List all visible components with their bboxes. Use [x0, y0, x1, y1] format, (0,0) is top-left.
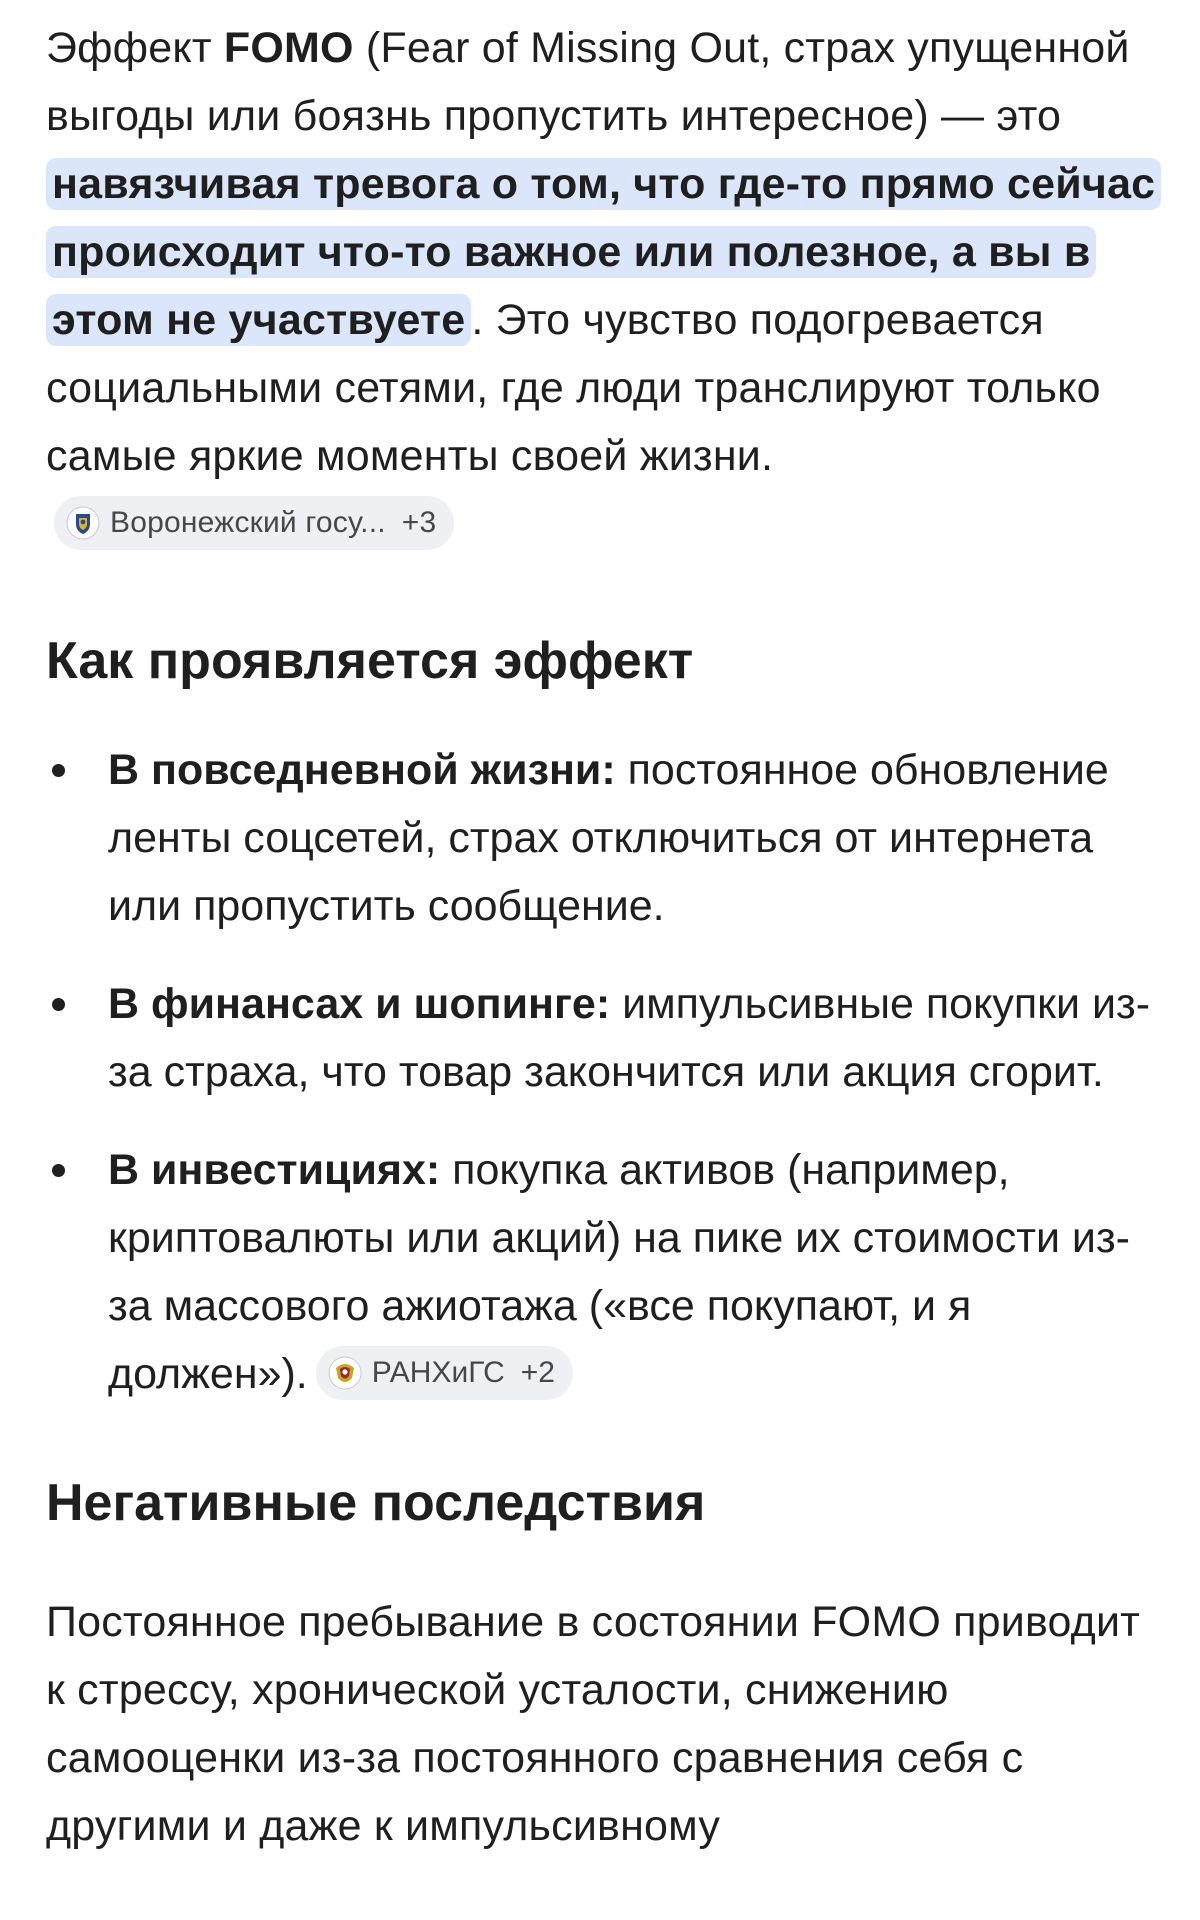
- bottom-fade: [0, 1850, 1200, 1920]
- list-item-text: покупка активов (например, криптовалюты или акций) на пике их стоимости из-за массового ажиотажа («все покупают, и я должен»).: [108, 1146, 1130, 1398]
- list-item-text: постоянное обновление ленты соцсетей, страх отключиться от интернета или пропустить сообщение.: [108, 746, 1109, 930]
- list-item: [46, 736, 1156, 940]
- highlighted-definition[interactable]: навязчивая тревога о том, что где-то прямо сейчас происходит что-то важное или полезное, а вы в этом не участвуете: [46, 158, 1161, 346]
- section-heading-manifestation: Как проявляется эффект: [46, 632, 694, 690]
- source-chip-ranepa[interactable]: [316, 1346, 573, 1400]
- section-heading-consequences: Негативные последствия: [46, 1474, 706, 1532]
- list-item: [46, 970, 1156, 1106]
- bullet-icon: [52, 1164, 65, 1177]
- consequences-paragraph: Постоянное пребывание в состоянии FOMO приводит к стрессу, хронической усталости, снижению самооценки из-за постоянного сравнения себя с другими и даже к импульсивному: [46, 1598, 1141, 1850]
- list-item-bold: В финансах и шопинге:: [108, 980, 611, 1028]
- intro-post: . Это чувство подогревается социальными сетями, где люди транслируют только самые яркие моменты своей жизни.: [46, 296, 1101, 480]
- list-item: [46, 1136, 1156, 1408]
- manifestation-list: [46, 736, 1156, 1408]
- bullet-icon: [52, 764, 65, 777]
- intro-paragraph: [46, 14, 1156, 558]
- intro-mid: (Fear of Missing Out, страх упущенной выгоды или боязнь пропустить интересное) — это: [46, 24, 1130, 140]
- list-item-bold: В повседневной жизни:: [108, 746, 616, 794]
- source-chip-label: Воронежский госу...: [110, 505, 386, 539]
- source-chip-count: +2: [520, 1355, 555, 1389]
- ranepa-emblem-icon: [328, 1356, 362, 1390]
- source-chip-label: РАНХиГС: [371, 1355, 505, 1389]
- list-item-text: импульсивные покупки из-за страха, что товар закончится или акция сгорит.: [108, 980, 1151, 1096]
- answer-content: [46, 14, 1156, 1860]
- source-chip-count: +3: [401, 505, 437, 539]
- intro-pre: Эффект: [46, 24, 224, 72]
- source-chip-voronezh[interactable]: [54, 496, 454, 550]
- intro-term: FOMO: [223, 24, 354, 72]
- bullet-icon: [52, 998, 65, 1011]
- university-crest-icon: [66, 506, 100, 540]
- list-item-bold: В инвестициях:: [108, 1146, 441, 1194]
